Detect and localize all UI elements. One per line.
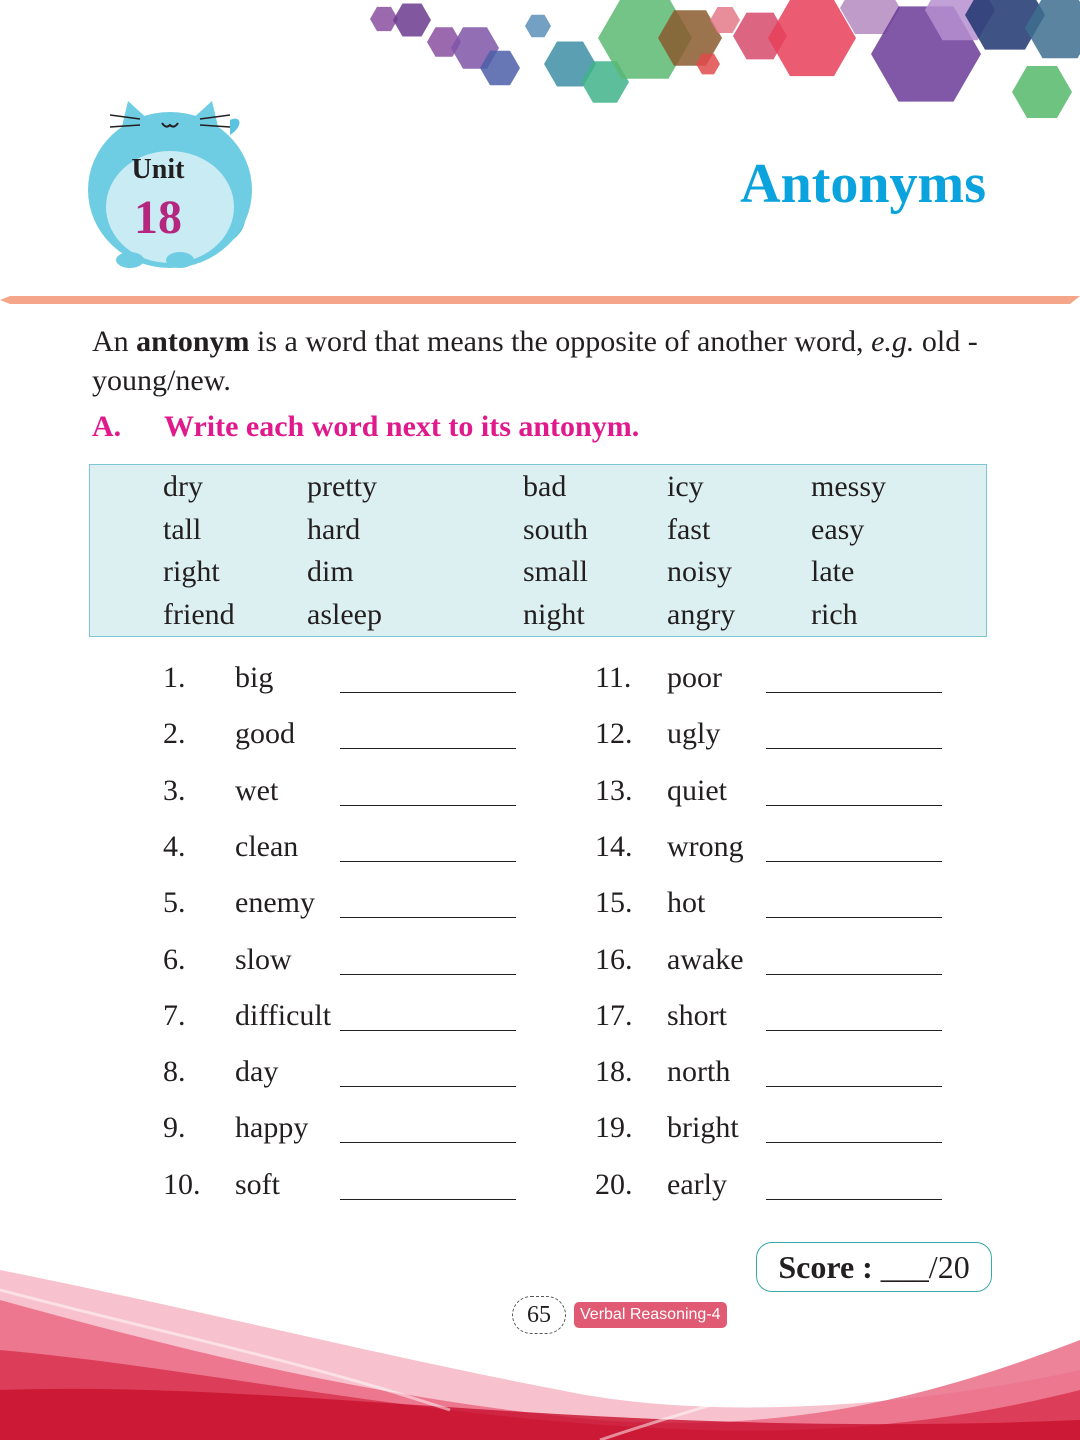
header-divider: [0, 296, 1080, 304]
word-bank-item: noisy: [667, 555, 733, 588]
question-word: slow: [235, 942, 292, 976]
question-word: wrong: [667, 829, 744, 863]
section-heading: [92, 410, 639, 444]
word-bank-item: dry: [163, 470, 203, 503]
question-number: 11.: [595, 661, 632, 694]
question-word: quiet: [667, 773, 727, 807]
question-number: 15.: [595, 886, 633, 920]
question-word: big: [235, 661, 274, 694]
question-word: short: [667, 998, 727, 1032]
question-number: 18.: [595, 1055, 633, 1089]
word-bank-item: dim: [307, 555, 354, 588]
question-number: 20.: [595, 1167, 633, 1201]
question-number: 3.: [163, 773, 186, 807]
word-bank-item: friend: [163, 597, 235, 631]
hexagon-shape: [393, 4, 431, 37]
answer-blank[interactable]: [340, 1056, 516, 1087]
question-word: happy: [235, 1111, 309, 1145]
page-title: Antonyms: [740, 153, 986, 215]
intro-eg: e.g.: [871, 325, 915, 358]
answer-blank[interactable]: [766, 1000, 942, 1031]
question-word: day: [235, 1055, 279, 1089]
intro-prefix: An: [92, 325, 137, 358]
question-number: 7.: [163, 998, 186, 1032]
word-bank-item: asleep: [307, 597, 382, 631]
question-number: 17.: [595, 998, 633, 1032]
answer-blank[interactable]: [340, 831, 516, 862]
word-bank-item: messy: [811, 470, 886, 503]
word-bank-item: fast: [667, 512, 711, 546]
score-label: Score :: [778, 1249, 873, 1285]
answer-blank[interactable]: [340, 887, 516, 918]
section-letter: A.: [92, 410, 122, 443]
answer-blank[interactable]: [766, 662, 942, 693]
intro-paragraph: [92, 322, 1002, 400]
word-bank-item: easy: [811, 512, 865, 546]
book-title: Verbal Reasoning-4: [574, 1302, 727, 1328]
score-blank: ___: [880, 1249, 929, 1285]
question-word: clean: [235, 829, 299, 863]
question-word: ugly: [667, 717, 721, 751]
unit-number: 18: [134, 191, 182, 244]
question-word: hot: [667, 886, 706, 920]
word-bank-item: bad: [523, 470, 567, 503]
question-number: 4.: [163, 829, 186, 863]
word-bank-item: angry: [667, 597, 736, 631]
question-number: 19.: [595, 1111, 633, 1145]
word-bank-item: rich: [811, 597, 858, 631]
word-bank-item: hard: [307, 512, 361, 546]
score-total: /20: [928, 1249, 970, 1285]
question-word: difficult: [235, 998, 332, 1032]
word-bank-item: late: [811, 555, 855, 588]
question-word: early: [667, 1167, 727, 1201]
intro-term: antonym: [136, 325, 250, 358]
answer-blank[interactable]: [766, 775, 942, 806]
word-bank-item: tall: [163, 512, 202, 546]
hexagon-shape: [525, 15, 551, 38]
question-number: 16.: [595, 942, 633, 976]
answer-blank[interactable]: [766, 1169, 942, 1200]
word-bank-item: icy: [667, 470, 704, 503]
answer-blank[interactable]: [766, 1112, 942, 1143]
word-bank-item: pretty: [307, 470, 377, 503]
answer-blank[interactable]: [340, 718, 516, 749]
answer-blank[interactable]: [340, 775, 516, 806]
question-word: good: [235, 717, 295, 751]
word-bank-item: night: [523, 597, 585, 631]
question-number: 13.: [595, 773, 633, 807]
answer-blank[interactable]: [340, 1169, 516, 1200]
word-bank-item: small: [523, 555, 588, 588]
unit-label: Unit: [131, 154, 185, 185]
answer-blank[interactable]: [340, 944, 516, 975]
question-word: soft: [235, 1167, 280, 1201]
answer-blank[interactable]: [340, 1000, 516, 1031]
answer-blank[interactable]: [766, 831, 942, 862]
intro-middle: is a word that means the opposite of another word,: [249, 325, 872, 358]
question-number: 9.: [163, 1111, 186, 1145]
question-number: 5.: [163, 886, 186, 920]
question-word: north: [667, 1055, 731, 1089]
question-number: 1.: [163, 661, 186, 694]
section-instruction: Write each word next to its antonym.: [164, 410, 640, 443]
word-bank-item: right: [163, 555, 220, 588]
question-number: 10.: [163, 1167, 201, 1201]
answer-blank[interactable]: [340, 1112, 516, 1143]
question-number: 8.: [163, 1055, 186, 1089]
answer-blank[interactable]: [766, 1056, 942, 1087]
question-word: poor: [667, 661, 722, 694]
question-number: 2.: [163, 717, 186, 751]
word-bank-item: south: [523, 512, 589, 546]
hexagon-shape: [1012, 66, 1072, 118]
question-number: 6.: [163, 942, 186, 976]
intro-suffix: old - young/new.: [92, 325, 978, 397]
word-bank: [89, 464, 987, 637]
page-number: 65: [512, 1296, 566, 1334]
question-number: 14.: [595, 829, 633, 863]
answer-blank[interactable]: [766, 718, 942, 749]
question-word: enemy: [235, 886, 315, 920]
answer-blank[interactable]: [766, 944, 942, 975]
question-word: awake: [667, 942, 744, 976]
answer-blank[interactable]: [766, 887, 942, 918]
answer-blank[interactable]: [340, 662, 516, 693]
question-word: wet: [235, 773, 279, 807]
question-word: bright: [667, 1111, 739, 1145]
question-number: 12.: [595, 717, 633, 751]
